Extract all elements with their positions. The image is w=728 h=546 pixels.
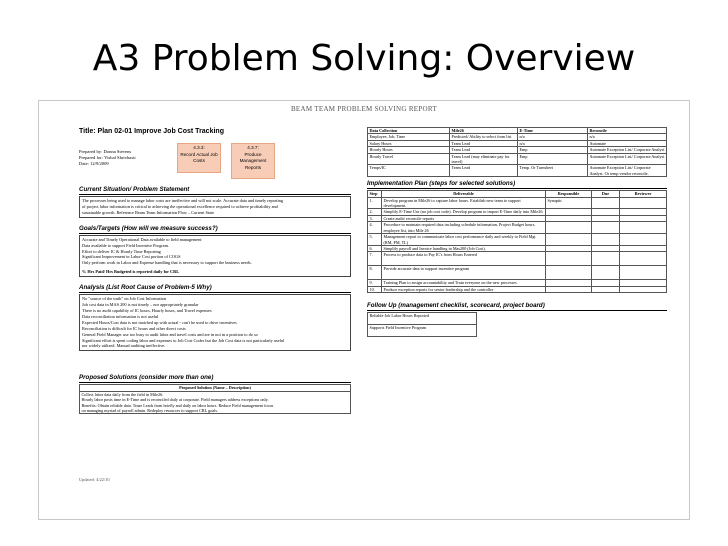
follow-up-cell: Supports Field Incentive Program — [368, 325, 477, 337]
follow-up-cell: Reliable Job Labor Hours Reported — [368, 313, 477, 325]
tracking-box-record-costs — [177, 143, 221, 173]
dc-cell: Temps/IC — [368, 165, 450, 177]
impl-step: 6. — [368, 245, 382, 251]
impl-due — [592, 222, 620, 234]
impl-responsible — [546, 252, 592, 266]
impl-reviewer — [620, 234, 667, 246]
dc-cell: Team Lead — [450, 140, 518, 146]
slide-title: A3 Problem Solving: Overview — [92, 38, 636, 79]
impl-responsible — [546, 266, 592, 280]
table-row — [368, 266, 667, 280]
analysis-line: No "source of the truth" on Job Cost Information — [82, 296, 167, 302]
proposed-line: Benefits: Obtain reliable data. Tease Leads from briefly and daily on labor hours. Reduce Field management focus — [81, 402, 274, 408]
dc-cell: Hourly Hours — [368, 147, 450, 153]
impl-header: Deliverable — [382, 191, 546, 197]
impl-step: 7. — [368, 252, 382, 266]
dc-cell: Hourly Travel — [368, 153, 450, 165]
table-row — [368, 325, 477, 337]
analysis-line: Significant effort is spent coding labor and expenses to Job Cost Codes but the Job Cost data is not particularly useful — [82, 337, 285, 343]
proposed-heading: Proposed Solutions (consider more than one) — [79, 375, 351, 383]
impl-responsible — [546, 234, 592, 246]
report-title: BEAM TEAM PROBLEM SOLVING REPORT — [290, 105, 438, 113]
dc-cell: Emp — [518, 147, 588, 153]
dc-header: Reconcile — [588, 128, 667, 134]
goal-line: Accurate and Timely Operational Data available to field management — [82, 236, 202, 242]
proposed-table-cell — [80, 391, 351, 414]
analysis-line: General Field Manager use too busy to audit labor and travel costs and are in not in a position to do so — [82, 331, 258, 337]
impl-deliverable: Management report to communicate labor cost performance daily and weekly to Field Mgt (RM, PM, TL) — [382, 234, 546, 246]
impl-deliverable: Procedure to maintain required data including schedule information, Project Budget hours, employee list, into Mile 26 — [382, 222, 546, 234]
impl-deliverable: Create audit/ reconcile reports — [382, 215, 546, 221]
meta-block — [79, 145, 351, 187]
goal-highlight: % Hrs Paid/ Hrs Budgeted is reported daily for CRL — [82, 269, 180, 275]
tracking-box-management-reports — [231, 143, 275, 179]
impl-deliverable: Training Plan to assign accountability and Train everyone on the new processes — [382, 280, 546, 286]
impl-step: 9. — [368, 280, 382, 286]
impl-responsible — [546, 222, 592, 234]
dc-cell: Emp — [518, 153, 588, 165]
table-row — [368, 234, 667, 246]
impl-step: 2. — [368, 209, 382, 215]
impl-header: Responsible — [546, 191, 592, 197]
impl-due — [592, 197, 620, 209]
proposed-line: Hourly labor posts time in E-Time and is reconciled daily at corporate. Field managers address exceptions only. — [81, 397, 269, 403]
follow-up-table — [367, 312, 477, 337]
dc-header: Data Collection — [368, 128, 450, 134]
tracking-box-text: Record Actual Job Costs — [180, 151, 218, 163]
tracking-box-text: Produce Management Reports — [239, 151, 267, 170]
impl-header: Due — [592, 191, 620, 197]
a3-report-document — [38, 100, 690, 520]
table-row — [368, 252, 667, 266]
impl-due — [592, 234, 620, 246]
dc-cell: Salary Hours — [368, 140, 450, 146]
goal-line: Effort to deliver IC & Hourly Time Reporting — [82, 248, 161, 254]
goals-box — [79, 235, 351, 277]
plan-title: Title: Plan 02-01 Improve Job Cost Tracking — [79, 128, 224, 135]
proposed-line: on managing myriad of payroll admin. Redeploy resources to support CRL goals. — [81, 407, 218, 413]
table-row — [368, 153, 667, 165]
impl-header: Step — [368, 191, 382, 197]
dc-cell: Automate Exception List/ Corporate Analyst — [588, 153, 667, 165]
impl-step: 10. — [368, 286, 382, 292]
current-situation-box — [79, 196, 351, 218]
dc-cell: n/a — [588, 134, 667, 140]
impl-step: 3. — [368, 215, 382, 221]
analysis-box — [79, 294, 351, 351]
dc-cell: n/a — [518, 140, 588, 146]
impl-step: 4. — [368, 222, 382, 234]
dc-cell: Team Lead — [450, 165, 518, 177]
impl-header: Reviewer — [620, 191, 667, 197]
analysis-line: There is no audit capability of IC hours, Hourly hours, and Travel expenses — [82, 307, 212, 313]
table-row — [368, 165, 667, 177]
prepared-by: Prepared by: Donna Stevens — [79, 149, 132, 154]
prepared-for: Prepared for: Vishal Shrivhasti — [79, 155, 136, 160]
dc-cell: Temp. Or Turnsheet — [518, 165, 588, 177]
proposed-table — [79, 384, 351, 414]
impl-reviewer — [620, 286, 667, 292]
proposed-line: Collect labor data daily from the field in Mile26. — [81, 391, 164, 397]
analysis-line: Job cost data in MAS 200 is not timely – nor appropriately granular — [82, 302, 199, 308]
report-date: Date: 12/9/2009 — [79, 161, 109, 166]
dc-cell: Employee, Job, Time — [368, 134, 450, 140]
impl-deliverable: Provide accurate data to support incentive program — [382, 266, 546, 280]
impl-step: 5. — [368, 234, 382, 246]
analysis-heading: Analysis (List Root Cause of Problem-5 Why) — [79, 285, 351, 293]
current-situation-line: The processes being used to manage labor costs are ineffective and will not scale. Accurate data and timely reporting — [82, 198, 283, 203]
impl-deliverable: Produce exception reports for senior leadership and the controller — [382, 286, 546, 292]
dc-header: E-Time — [518, 128, 588, 134]
goals-heading: Goals/Targets (How will we measure success?) — [79, 226, 351, 234]
impl-step: 8. — [368, 266, 382, 280]
current-situation-heading: Current Situation/ Problem Statement — [79, 187, 351, 195]
dc-cell: n/a — [518, 134, 588, 140]
impl-deliverable: Develop program in Mile26 to capture labor hours. Establish new team to support development. — [382, 197, 546, 209]
goal-line: Significant Improvement in Labor Cost portion of COGS — [82, 254, 181, 260]
goal-line: Only perform work in Labor and Expense handling that is necessary to support the business needs. — [82, 260, 252, 266]
implementation-table — [367, 190, 667, 293]
updated-date: Updated: 4/22/10 — [79, 477, 110, 482]
right-column — [367, 127, 667, 337]
impl-reviewer — [620, 222, 667, 234]
left-column — [79, 129, 351, 414]
table-row — [368, 313, 477, 325]
analysis-line: nor widely utilized. Manual auditing ineffective. — [82, 343, 166, 349]
dc-header: Mile26 — [450, 128, 518, 134]
impl-step: 1. — [368, 197, 382, 209]
impl-due — [592, 266, 620, 280]
impl-reviewer — [620, 252, 667, 266]
goal-line: Data available to support Field Incentive Program. — [82, 242, 169, 248]
impl-deliverable: Simplify E-Time Use (no job cost code). Develop program to import E-Time daily into Mile26. — [382, 209, 546, 215]
dc-cell: Automate Exception List/ Corporate Analyst. Or temp vendor reconcile. — [588, 165, 667, 177]
analysis-line: Data reconciliation information is not useful — [82, 313, 159, 319]
follow-up-heading: Follow Up (management checklist, scorecard, project board) — [367, 303, 667, 311]
table-row — [368, 286, 667, 292]
current-situation-line: of project labor information is critical to achieving the operational excellence required to achieve profitability and — [82, 203, 278, 209]
impl-reviewer — [620, 197, 667, 209]
impl-deliverable: Process to produce data to Pay IC's from Hours Entered — [382, 252, 546, 266]
impl-responsible — [546, 286, 592, 292]
table-row — [368, 222, 667, 234]
dc-cell: Team Lead — [450, 147, 518, 153]
tracking-box-number: 4.3.7: — [247, 145, 259, 150]
analysis-line: Reconciliation is difficult for IC hours and other direct costs — [82, 325, 186, 331]
dc-cell: Automate Exception List/ Corporate Analyst — [588, 147, 667, 153]
table-row — [368, 197, 667, 209]
dc-cell: Team Lead (may eliminate pay for travel) — [450, 153, 518, 165]
implementation-heading: Implementation Plan (steps for selected solutions) — [367, 181, 667, 189]
impl-responsible: Synaptic — [546, 197, 592, 209]
dc-cell: Predicted/ Ability to select from list — [450, 134, 518, 140]
impl-reviewer — [620, 266, 667, 280]
impl-due — [592, 286, 620, 292]
analysis-line: Expected Hours/Cost data is not matched up with actual - can't be used to drive incentives — [82, 319, 237, 325]
impl-deliverable: Simplify payroll and Invoice handling in Mas200 (Job Cost). — [382, 245, 546, 251]
dc-cell: Automate — [588, 140, 667, 146]
data-collection-table — [367, 127, 667, 177]
tracking-box-number: 4.3.3: — [193, 145, 205, 150]
current-situation-line: sustainable growth. Reference Beam Team Information Flow – Current State — [82, 209, 215, 215]
impl-due — [592, 252, 620, 266]
proposed-table-header: Proposed Solution (Name – Description) — [80, 385, 351, 391]
